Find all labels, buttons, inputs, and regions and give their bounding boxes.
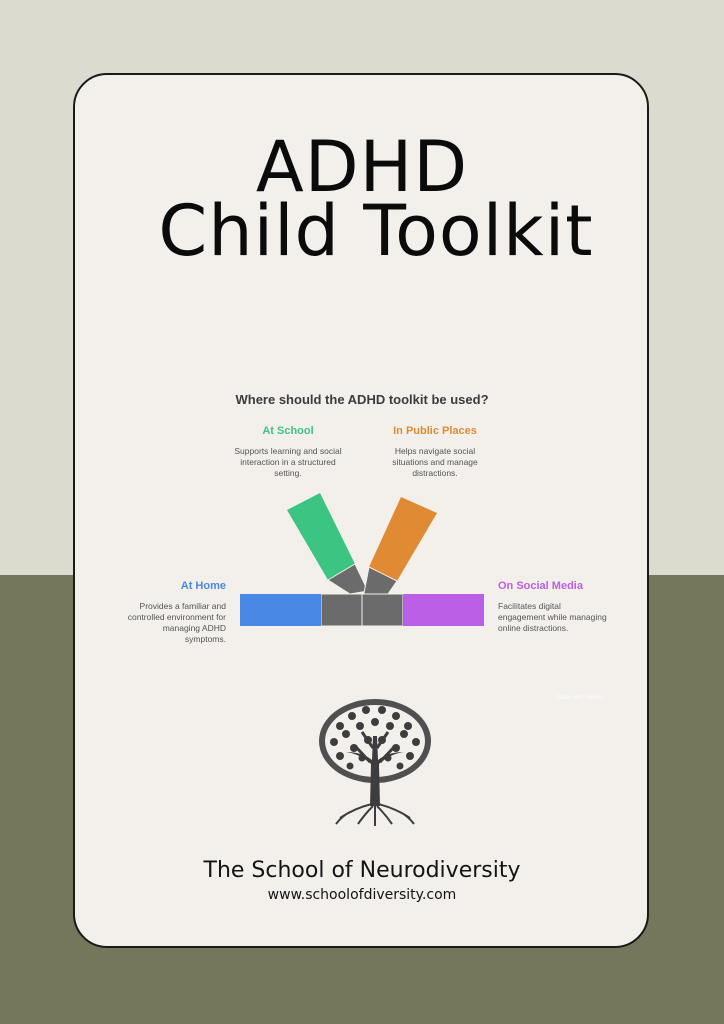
school-heading: At School	[262, 425, 314, 437]
social-media-heading: On Social Media	[498, 580, 583, 592]
organization-name: The School of Neurodiversity	[203, 858, 521, 883]
watermark: Made with Napkin	[556, 695, 604, 701]
social-media-bar	[403, 594, 484, 626]
home-description: Provides a familiar and controlled environment for managing ADHD symptoms.	[127, 601, 226, 644]
school-description: Supports learning and social interaction in a structured setting.	[234, 446, 342, 478]
social-connector	[362, 594, 403, 626]
public-places-bar	[369, 497, 437, 581]
home-connector	[321, 594, 362, 626]
tree-logo	[310, 696, 440, 831]
school-bar	[287, 493, 355, 580]
title-line-1: ADHD	[255, 126, 469, 208]
website-url[interactable]: www.schoolofdiversity.com	[267, 887, 457, 903]
title-line-2: Child Toolkit	[158, 190, 594, 272]
usage-diagram	[230, 490, 500, 635]
social-media-description: Facilitates digital engagement while managing online distractions.	[498, 601, 607, 633]
diagram-question: Where should the ADHD toolkit be used?	[235, 392, 489, 407]
public-places-description: Helps navigate social situations and manage distractions.	[392, 446, 478, 478]
home-bar	[240, 594, 321, 626]
public-places-heading: In Public Places	[393, 425, 477, 437]
home-heading: At Home	[180, 580, 226, 592]
